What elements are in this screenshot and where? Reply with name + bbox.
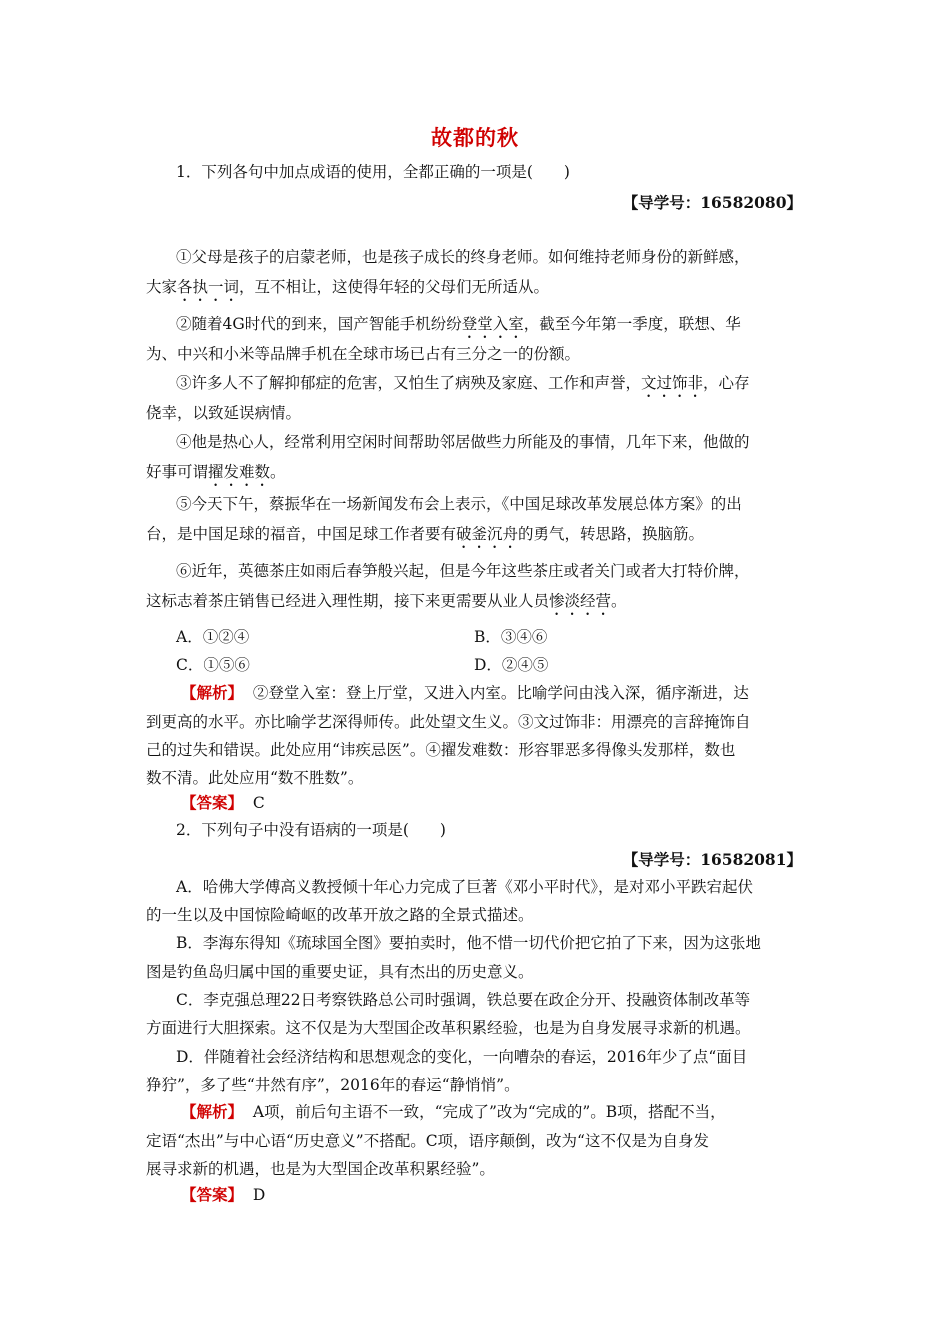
dotted-idiom: 擢发难数 [208,463,271,481]
sentence-6-line-1: ⑥近年，英德茶庄如雨后春笋般兴起，但是今年这些茶庄或者关门或者大打特价牌， [176,562,750,580]
option-c: C．①⑤⑥ [176,656,250,674]
question-2-analysis-line-3: 展寻求新的机遇，也是为大型国企改革积累经验”。 [146,1160,495,1178]
dotted-idiom: 惨淡经营 [549,592,612,610]
page-title: 故都的秋 [431,125,519,150]
dotted-idiom: 文过饰非 [641,374,704,392]
sentence-3-line-2: 侥幸，以致延误病情。 [146,404,302,422]
sentence-3-line-1: ③许多人不了解抑郁症的危害，又怕生了病殃及家庭、工作和声誉，文过饰非，心存 [176,374,750,392]
sentence-5-line-2: 台，是中国足球的福音，中国足球工作者要有破釜沉舟的勇气，转思路，换脑筋。 [146,525,705,543]
sentence-4-line-2: 好事可谓擢发难数。 [146,463,286,481]
sentence-1-line-1: ①父母是孩子的启蒙老师，也是孩子成长的终身老师。如何维持老师身份的新鲜感， [176,248,750,266]
question-1-stem: 1．下列各句中加点成语的使用，全都正确的一项是( ) [176,163,570,181]
question-2-stem: 2．下列句子中没有语病的一项是( ) [176,821,446,839]
sentence-5-line-1: ⑤今天下午，蔡振华在一场新闻发布会上表示，《中国足球改革发展总体方案》的出 [176,495,742,513]
sentence-1-line-2: 大家各执一词，互不相让，这使得年轻的父母们无所适从。 [146,278,550,296]
answer-tag: 【答案】 [181,1185,244,1204]
option-2b-line-2: 图是钓鱼岛归属中国的重要史证，具有杰出的历史意义。 [146,963,534,981]
question-1-analysis-line-2: 到更高的水平。亦比喻学艺深得师传。此处望文生义。③文过饰非：用漂亮的言辞掩饰自 [146,713,751,731]
question-2-analysis-line-1: 【解析】 A项，前后句主语不一致，“完成了”改为“完成的”。B项，搭配不当， [181,1102,726,1121]
sentence-2-line-2: 为、中兴和小米等品牌手机在全球市场已占有三分之一的份额。 [146,345,581,363]
question-1-answer: 【答案】 C [181,793,265,812]
dotted-idiom: 各执一词 [177,278,240,296]
option-2d-line-1: D．伴随着社会经济结构和思想观念的变化，一向嘈杂的春运，2016年少了点“面目 [176,1048,748,1066]
question-1-analysis-line-1: 【解析】 ②登堂入室：登上厅堂，又进入内室。比喻学问由浅入深，循序渐进，达 [181,683,749,702]
analysis-tag: 【解析】 [181,683,244,702]
option-a: A．①②④ [176,628,250,646]
question-1-analysis-line-4: 数不清。此处应用“数不胜数”。 [146,769,364,787]
option-2c-line-2: 方面进行大胆探索。这不仅是为大型国企改革积累经验，也是为自身发展寻求新的机遇。 [146,1019,751,1037]
question-2-analysis-line-2: 定语“杰出”与中心语“历史意义”不搭配。C项，语序颠倒，改为“这不仅是为自身发 [146,1132,709,1150]
question-1-ref: 【导学号：16582080】 [622,193,802,212]
sentence-4-line-1: ④他是热心人，经常利用空闲时间帮助邻居做些力所能及的事情，几年下来，他做的 [176,433,750,451]
question-2-ref: 【导学号：16582081】 [622,850,802,869]
question-1-analysis-line-3: 己的过失和错误。此处应用“讳疾忌医”。④擢发难数：形容罪恶多得像头发那样，数也 [146,741,736,759]
option-d: D．②④⑤ [474,656,549,674]
option-2a-line-1: A．哈佛大学傅高义教授倾十年心力完成了巨著《邓小平时代》，是对邓小平跌宕起伏 [176,878,753,896]
option-b: B．③④⑥ [474,628,548,646]
sentence-6-line-2: 这标志着茶庄销售已经进入理性期，接下来更需要从业人员惨淡经营。 [146,592,627,610]
dotted-idiom: 破釜沉舟 [456,525,519,543]
option-2b-line-1: B．李海东得知《琉球国全图》要拍卖时，他不惜一切代价把它拍了下来，因为这张地 [176,934,761,952]
option-2c-line-1: C．李克强总理22日考察铁路总公司时强调，铁总要在政企分开、投融资体制改革等 [176,991,751,1009]
sentence-2-line-1: ②随着4G时代的到来，国产智能手机纷纷登堂入室，截至今年第一季度，联想、华 [176,315,741,333]
option-2d-line-2: 狰狞”，多了些“井然有序”，2016年的春运“静悄悄”。 [146,1076,520,1094]
question-2-answer: 【答案】 D [181,1185,266,1204]
dotted-idiom: 登堂入室 [461,315,524,333]
analysis-tag: 【解析】 [181,1102,244,1121]
answer-tag: 【答案】 [181,793,244,812]
option-2a-line-2: 的一生以及中国惊险崎岖的改革开放之路的全景式描述。 [146,906,534,924]
